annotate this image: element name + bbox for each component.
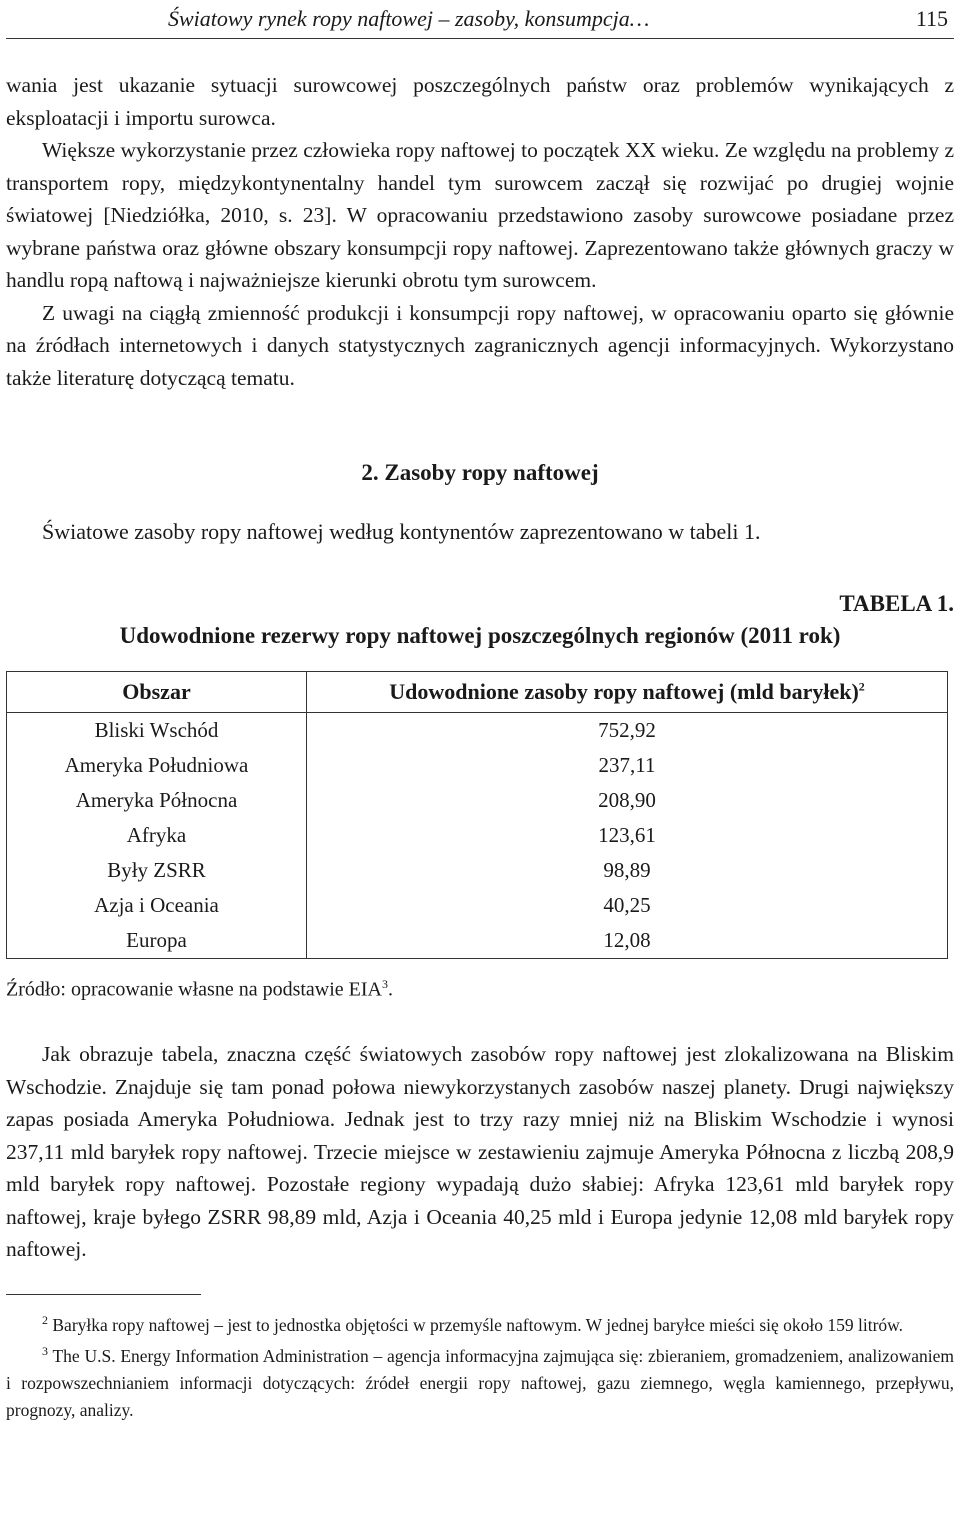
value-cell: 98,89 — [307, 853, 948, 888]
table-row — [7, 712, 948, 748]
column-header-reserves-text: Udowodnione zasoby ropy naftowej (mld baryłek) — [389, 678, 859, 704]
region-cell: Ameryka Północna — [75, 787, 238, 812]
table-source-text: Źródło: opracowanie własne na podstawie EIA — [6, 978, 382, 1001]
footnote-number: 3 — [42, 1344, 48, 1359]
value-cell: 12,08 — [307, 923, 948, 959]
region-cell: Ameryka Południowa — [64, 752, 249, 777]
intro-text — [6, 69, 954, 394]
region-cell: Europa — [126, 927, 187, 952]
paragraph-3: Z uwagi na ciągłą zmienność produkcji i konsumpcji ropy naftowej, w opracowaniu oparto się głównie na źródłach internetowych i danych statystycznych zagranicznych agencji informacyjnych. Wykorzystano także literaturę dotyczącą tematu. — [6, 300, 954, 390]
value-cell: 237,11 — [307, 748, 948, 783]
table-row — [7, 783, 948, 818]
paragraph-1: wania jest ukazanie sytuacji surowcowej poszczególnych państw oraz problemów wynikających z eksploatacji i importu surowca. — [6, 73, 954, 130]
table-row — [7, 818, 948, 853]
region-cell: Azja i Oceania — [94, 892, 219, 917]
running-title: Światowy rynek ropy naftowej – zasoby, konsumpcja… — [168, 6, 650, 31]
table-source — [6, 969, 954, 1005]
footnote-2 — [6, 1307, 954, 1339]
table-row — [7, 853, 948, 888]
column-header-area: Obszar — [7, 671, 307, 712]
paragraph-2: Większe wykorzystanie przez człowieka ropy naftowej to początek XX wieku. Ze względu na problemy z transportem ropy, międzykontynentalny handel tym surowcem zaczął się rozwijać po drugiej wojnie światowej [Niedziółka, 2010, s. 23]. W opracowaniu przedstawiono zasoby surowcowe posiadane przez wybrane państwa oraz główne obszary konsumpcji ropy naftowej. Zaprezentowano także głównych graczy w handlu ropą naftową i najważniejsze kierunki obrotu tym surowcem. — [6, 138, 954, 292]
value-cell: 752,92 — [307, 712, 948, 748]
footnote-3 — [6, 1338, 954, 1424]
table-row — [7, 888, 948, 923]
running-header — [6, 0, 954, 39]
region-cell: Bliski Wschód — [94, 717, 219, 742]
region-cell: Afryka — [126, 822, 187, 847]
footnote-ref-2: 2 — [858, 679, 865, 694]
table-title: Udowodnione rezerwy ropy naftowej poszczególnych regionów (2011 rok) — [119, 622, 841, 648]
footnote-separator — [6, 1294, 201, 1295]
section-title: 2. Zasoby ropy naftowej — [361, 460, 599, 485]
footnote-ref-3: 3 — [382, 976, 388, 991]
footnote-text: The U.S. Energy Information Administration – agencja informacyjna zajmująca się: zbieraniem, gromadzeniem, analizowaniem i rozpowszechnianiem informacji dotyczących: źródeł energii ropy naftowej, gazu ziemnego, węgla kamiennego, przepływu, prognozy, analizy. — [6, 1346, 954, 1421]
footnote-text: Baryłka ropy naftowej – jest to jednostka objętości w przemyśle naftowym. W jednej baryłce mieści się około 159 litrów. — [52, 1314, 904, 1335]
table-header-row — [7, 671, 948, 712]
value-cell: 208,90 — [307, 783, 948, 818]
paragraph-4: Jak obrazuje tabela, znaczna część światowych zasobów ropy naftowej jest zlokalizowana na Bliskim Wschodzie. Znajduje się tam ponad połowa niewykorzystanych zasobów naszej planety. Drugi największy zapas posiada Ameryka Południowa. Jednak jest to trzy razy mniej niż na Bliskim Wschodzie i wynosi 237,11 mld baryłek ropy naftowej. Trzecie miejsce w zestawieniu zajmuje Ameryka Północna z liczbą 208,9 mld baryłek ropy naftowej. Pozostałe regiony wypadają dużo słabiej: Afryka 123,61 mld baryłek ropy naftowej, kraje byłego ZSRR 98,89 mld, Azja i Oceania 40,25 mld i Europa jedynie 12,08 mld baryłek ropy naftowej. — [6, 1042, 954, 1262]
region-cell: Były ZSRR — [107, 857, 206, 882]
analysis-text — [6, 1038, 954, 1266]
page — [6, 0, 954, 1424]
value-cell: 40,25 — [307, 888, 948, 923]
table-label: TABELA 1. — [839, 590, 954, 616]
value-cell: 123,61 — [307, 818, 948, 853]
page-number: 115 — [915, 6, 948, 31]
footnote-number: 2 — [42, 1312, 48, 1327]
table-source-end: . — [388, 978, 393, 1001]
column-header-reserves — [307, 671, 948, 712]
table-row — [7, 748, 948, 783]
table-intro-text: Światowe zasoby ropy naftowej według kontynentów zaprezentowano w tabeli 1. — [42, 519, 761, 544]
reserves-table — [6, 671, 948, 959]
table-row — [7, 923, 948, 959]
